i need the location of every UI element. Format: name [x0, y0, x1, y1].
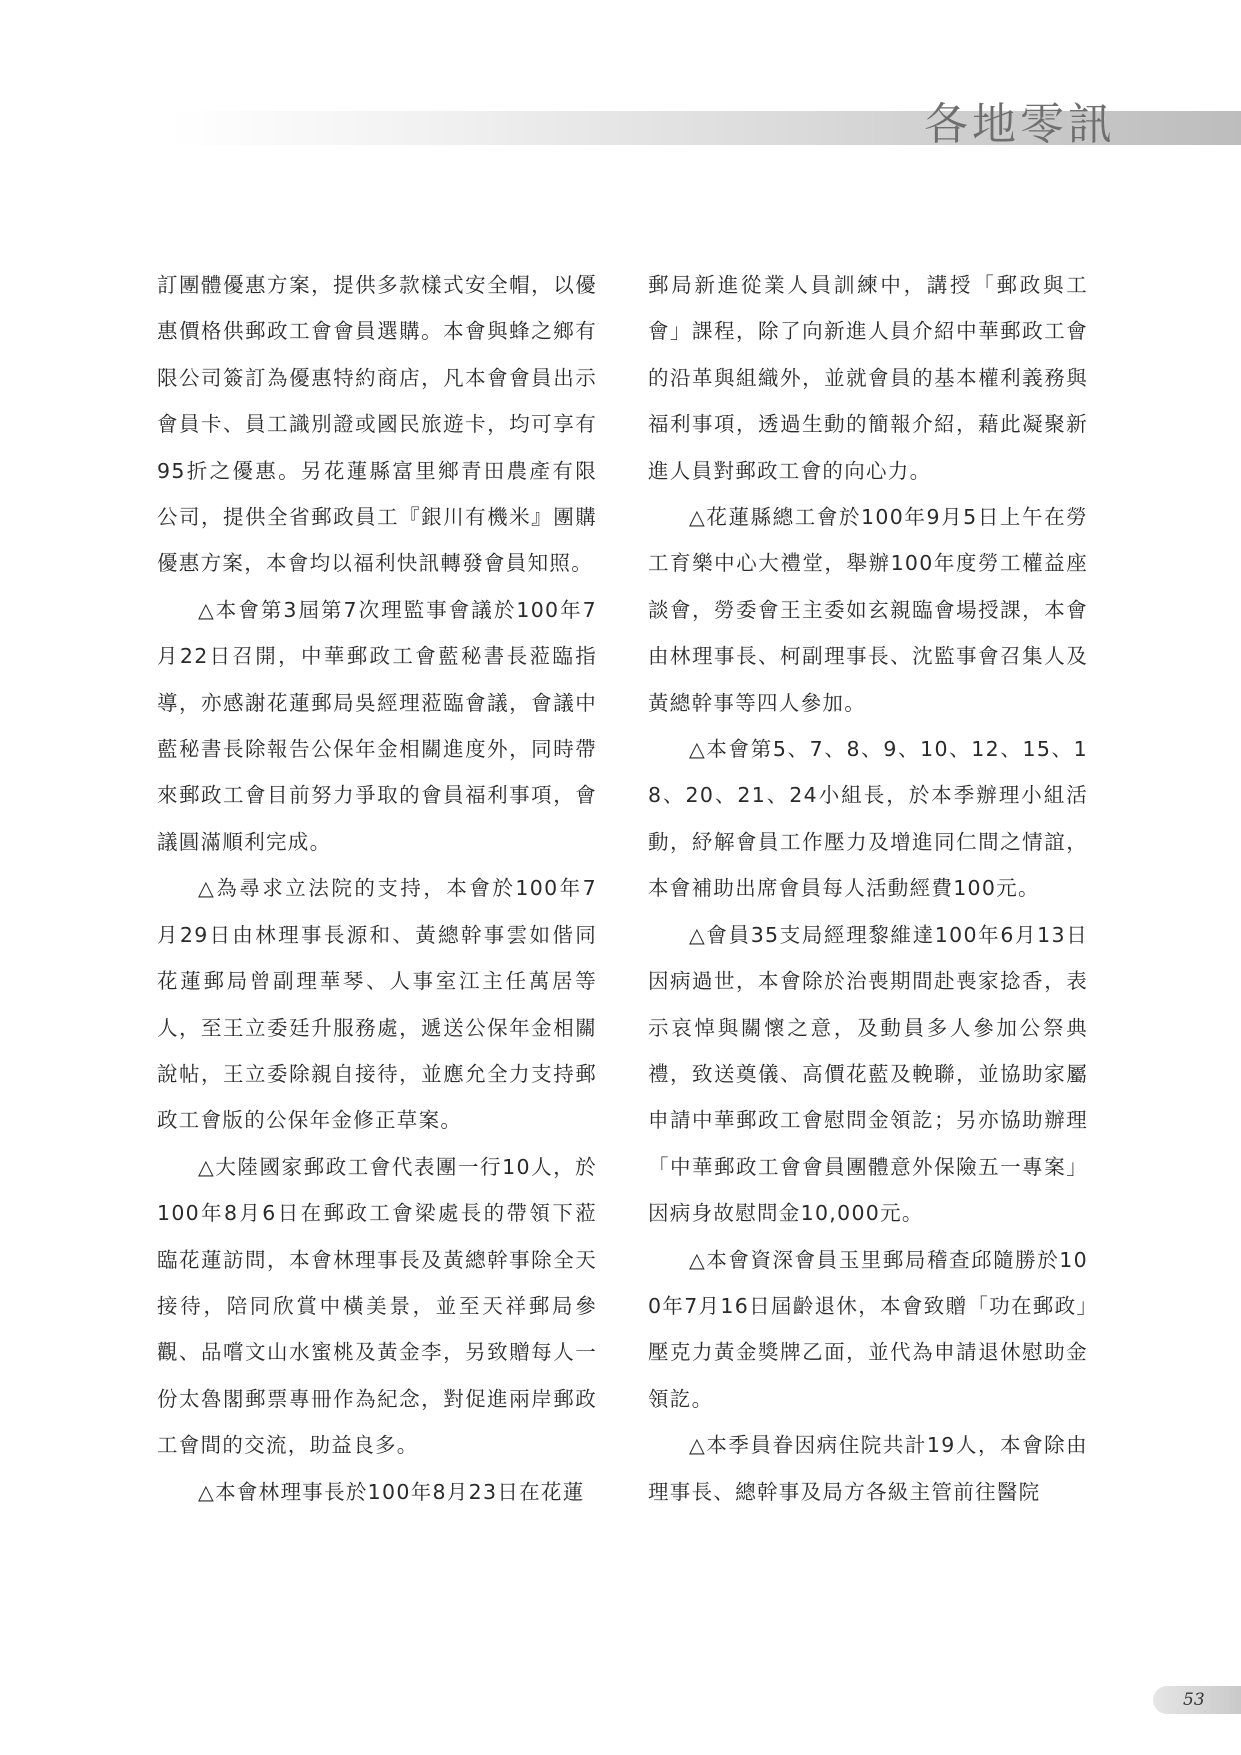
- paragraph: △會員35支局經理黎維達100年6月13日因病過世，本會除於治喪期間赴喪家捻香，表示哀悼與關懷之意，及動員多人參加公祭典禮，致送奠儀、高價花藍及輓聯，並協助家屬申請中華郵政工會慰問金領訖；另亦協助辦理「中華郵政工會會員團體意外保險五一專案」因病身故慰問金10,000元。: [648, 922, 1088, 1226]
- section-title: 各地零訊: [924, 99, 1116, 150]
- paragraph: △為尋求立法院的支持，本會於100年7月29日由林理事長源和、黃總幹事雲如偕同花蓮郵局曾副理華琴、人事室江主任萬居等人，至王立委廷升服務處，遞送公保年金相關說帖，王立委除親自接待，並應允全力支持郵政工會版的公保年金修正草案。: [157, 876, 597, 1133]
- left-column: [157, 262, 597, 1515]
- paragraph: △大陸國家郵政工會代表團一行10人，於100年8月6日在郵政工會梁處長的帶領下蒞臨花蓮訪問，本會林理事長及黃總幹事除全天接待，陪同欣賞中橫美景，並至天祥郵局參觀、品嚐文山水蜜桃及黃金李，另致贈每人一份太魯閣郵票專冊作為紀念，對促進兩岸郵政工會間的交流，助益良多。: [157, 1154, 597, 1458]
- paragraph: △本會第5、7、8、9、10、12、15、18、20、21、24小組長，於本季辦理小組活動，紓解會員工作壓力及增進同仁間之情誼，本會補助出席會員每人活動經費100元。: [648, 737, 1088, 901]
- paragraph: △本會第3屆第7次理監事會議於100年7月22日召開，中華郵政工會藍秘書長蒞臨指導，亦感謝花蓮郵局吳經理蒞臨會議，會議中藍秘書長除報告公保年金相關進度外，同時帶來郵政工會目前努力爭取的會員福利事項，會議圓滿順利完成。: [157, 597, 597, 854]
- paragraph: 訂團體優惠方案，提供多款樣式安全帽，以優惠價格供郵政工會會員選購。本會與蜂之鄉有限公司簽訂為優惠特約商店，凡本會會員出示會員卡、員工識別證或國民旅遊卡，均可享有95折之優惠。另花蓮縣富里鄉青田農產有限公司，提供全省郵政員工『銀川有機米』團購優惠方案，本會均以福利快訊轉發會員知照。: [157, 273, 597, 576]
- page-number: 53: [1153, 1686, 1241, 1714]
- paragraph: △花蓮縣總工會於100年9月5日上午在勞工育樂中心大禮堂，舉辦100年度勞工權益座談會，勞委會王主委如玄親臨會場授課，本會由林理事長、柯副理事長、沈監事會召集人及黃總幹事等四人參加。: [648, 505, 1088, 715]
- paragraph: △本會林理事長於100年8月23日在花蓮: [198, 1479, 585, 1504]
- right-column: [648, 262, 1088, 1515]
- paragraph: △本會資深會員玉里郵局稽查邱隨勝於100年7月16日屆齡退休，本會致贈「功在郵政」壓克力黃金獎牌乙面，並代為申請退休慰助金領訖。: [648, 1247, 1088, 1411]
- paragraph: △本季員眷因病住院共計19人，本會除由理事長、總幹事及局方各級主管前往醫院: [648, 1433, 1088, 1504]
- paragraph: 郵局新進從業人員訓練中，講授「郵政與工會」課程，除了向新進人員介紹中華郵政工會的沿革與組織外，並就會員的基本權利義務與福利事項，透過生動的簡報介紹，藉此凝聚新進人員對郵政工會的向心力。: [648, 273, 1088, 483]
